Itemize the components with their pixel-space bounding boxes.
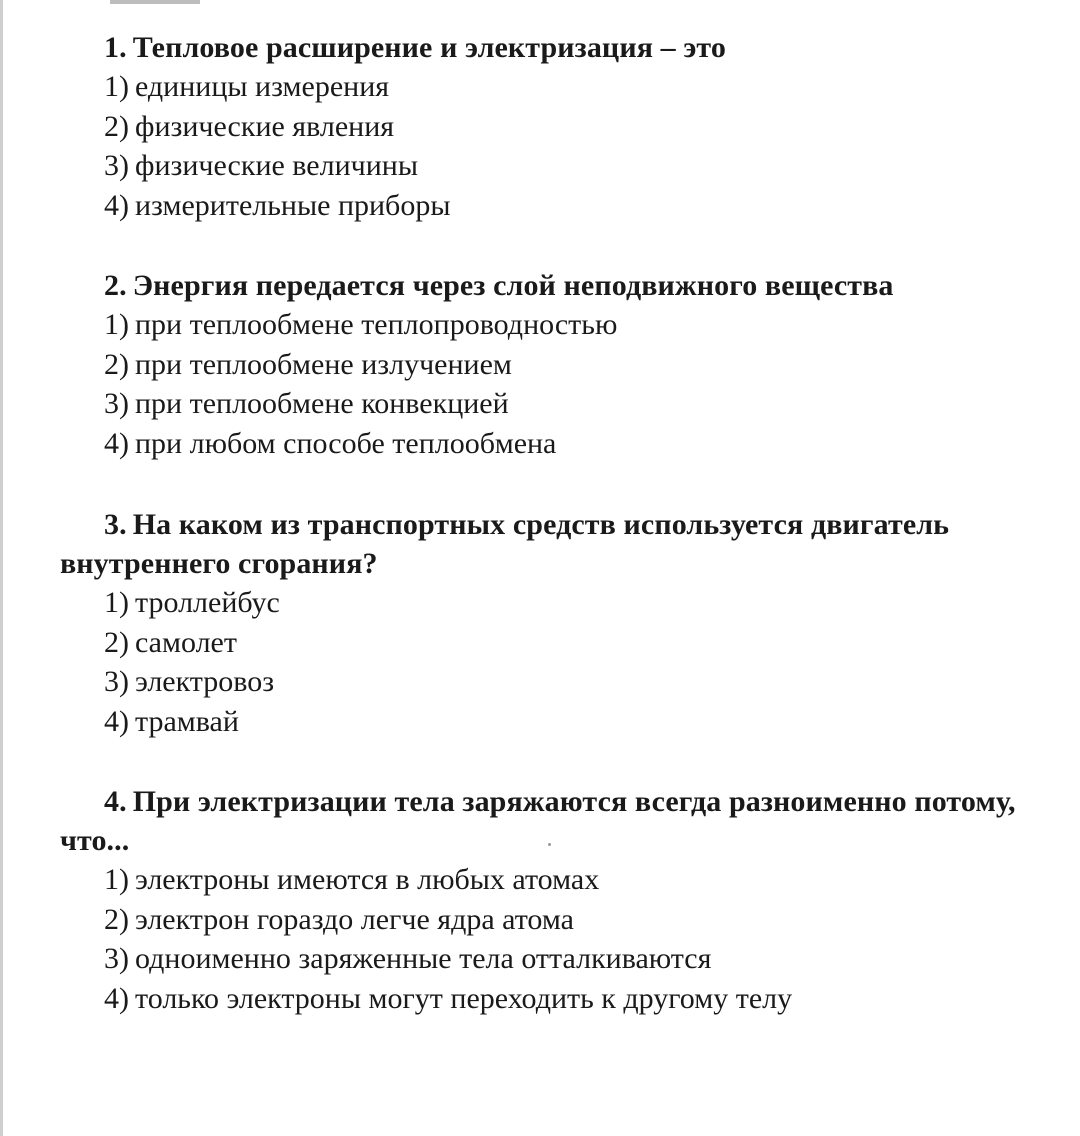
option-text: физические явления xyxy=(135,109,395,143)
option-index: 1) xyxy=(104,70,129,103)
option-index: 3) xyxy=(104,149,129,182)
option-text: при любом способе теплообмена xyxy=(135,426,557,460)
option-text: трамвай xyxy=(135,704,239,738)
option-text: электрон гораздо легче ядра атома xyxy=(135,902,574,936)
option-text: при теплообмене теплопроводностью xyxy=(135,308,618,341)
question-text: При электризации тела заряжаются всегда разноименно потому, что... xyxy=(60,785,1016,857)
answer-option xyxy=(60,662,1025,702)
option-index: 2) xyxy=(104,109,129,143)
option-index: 3) xyxy=(104,942,129,975)
answer-option xyxy=(60,107,1025,147)
question-number: 3. xyxy=(104,508,127,541)
question-text: Тепловое расширение и электризация – это xyxy=(132,31,726,64)
question-4-options xyxy=(60,860,1025,1018)
option-index: 4) xyxy=(104,981,129,1015)
answer-option xyxy=(60,424,1025,464)
option-index: 4) xyxy=(104,704,129,738)
option-index: 2) xyxy=(104,625,129,659)
question-1-title xyxy=(60,28,1025,67)
option-index: 3) xyxy=(104,387,129,420)
answer-option xyxy=(60,939,1025,979)
option-index: 4) xyxy=(104,426,129,460)
option-index: 1) xyxy=(104,586,129,619)
option-text: физические величины xyxy=(135,149,418,182)
option-text: только электроны могут переходить к другому телу xyxy=(135,981,793,1015)
option-text: при теплообмене излучением xyxy=(135,347,512,381)
option-text: самолет xyxy=(135,625,237,659)
question-2 xyxy=(60,266,1025,463)
answer-option xyxy=(60,623,1025,663)
scan-speck xyxy=(548,843,551,846)
question-2-options xyxy=(60,305,1025,463)
question-3 xyxy=(60,505,1025,741)
option-text: измерительные приборы xyxy=(135,188,451,222)
question-text: Энергия передается через слой неподвижного вещества xyxy=(132,269,894,302)
answer-option xyxy=(60,305,1025,345)
option-index: 2) xyxy=(104,902,129,936)
option-text: электроны имеются в любых атомах xyxy=(135,863,600,896)
option-index: 4) xyxy=(104,188,129,222)
question-number: 2. xyxy=(104,269,127,302)
question-3-options xyxy=(60,583,1025,741)
option-text: одноименно заряженные тела отталкиваются xyxy=(135,942,712,975)
question-text: На каком из транспортных средств используется двигатель внутреннего сгорания? xyxy=(60,508,950,580)
option-index: 1) xyxy=(104,308,129,341)
answer-option xyxy=(60,900,1025,940)
answer-option xyxy=(60,860,1025,900)
question-1 xyxy=(60,28,1025,225)
option-index: 3) xyxy=(104,665,129,698)
answer-option xyxy=(60,384,1025,424)
option-index: 1) xyxy=(104,863,129,896)
answer-option xyxy=(60,979,1025,1019)
scan-artifact xyxy=(110,0,200,4)
question-4-title xyxy=(60,782,1025,860)
question-3-title xyxy=(60,505,1025,583)
question-number: 1. xyxy=(104,31,127,64)
answer-option xyxy=(60,345,1025,385)
option-text: электровоз xyxy=(135,665,275,698)
question-number: 4. xyxy=(104,785,127,818)
answer-option xyxy=(60,186,1025,226)
question-4 xyxy=(60,782,1025,1018)
option-text: при теплообмене конвекцией xyxy=(135,387,509,420)
answer-option xyxy=(60,146,1025,186)
answer-option xyxy=(60,702,1025,742)
option-text: единицы измерения xyxy=(135,70,390,103)
page-left-edge xyxy=(0,0,3,1136)
option-text: троллейбус xyxy=(135,586,280,619)
question-2-title xyxy=(60,266,1025,305)
option-index: 2) xyxy=(104,347,129,381)
answer-option xyxy=(60,583,1025,623)
answer-option xyxy=(60,67,1025,107)
question-1-options xyxy=(60,67,1025,225)
